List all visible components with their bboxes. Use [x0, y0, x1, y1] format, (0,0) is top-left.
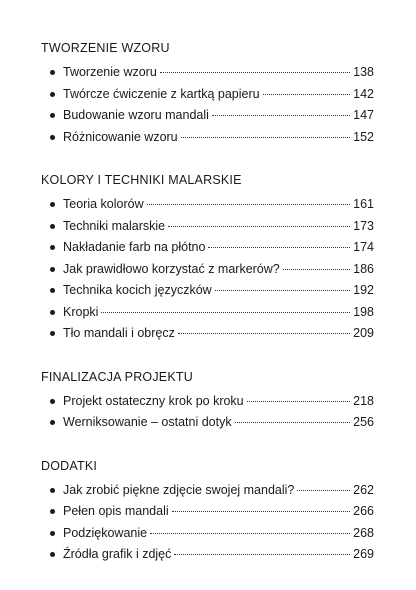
page-number: 186	[353, 261, 374, 276]
page-number: 266	[353, 504, 374, 518]
dot-leader	[247, 401, 351, 402]
bullet-icon	[50, 92, 55, 97]
bullet-icon	[50, 267, 55, 272]
entry-list	[41, 194, 374, 345]
entry-list	[41, 480, 374, 566]
entry-title: Podziękowanie	[63, 525, 148, 540]
bullet-icon	[50, 288, 55, 293]
dot-leader	[178, 333, 350, 334]
bullet-icon	[50, 420, 55, 425]
toc-entry[interactable]	[41, 302, 374, 324]
toc-entry[interactable]	[41, 62, 374, 84]
toc-entry[interactable]	[41, 237, 374, 259]
toc-entry[interactable]	[41, 412, 374, 434]
table-of-contents	[41, 40, 374, 590]
entry-title: Twórcze ćwiczenie z kartką papieru	[63, 86, 260, 101]
bullet-icon	[50, 552, 55, 557]
toc-entry[interactable]	[41, 501, 374, 523]
toc-entry[interactable]	[41, 84, 374, 106]
page-number: 268	[353, 525, 374, 540]
bullet-icon	[50, 135, 55, 140]
bullet-icon	[50, 399, 55, 404]
entry-title: Źródła grafik i zdjęć	[63, 547, 172, 561]
dot-leader	[212, 115, 350, 116]
bullet-icon	[50, 331, 55, 336]
entry-title: Werniksowanie – ostatni dotyk	[63, 415, 232, 429]
bullet-icon	[50, 509, 55, 514]
toc-entry[interactable]	[41, 105, 374, 127]
dot-leader	[168, 226, 350, 227]
toc-entry[interactable]	[41, 259, 374, 281]
bullet-icon	[50, 202, 55, 207]
page-number: 218	[353, 393, 374, 408]
dot-leader	[172, 511, 351, 512]
section-title: TWORZENIE WZORU	[41, 41, 170, 55]
toc-entry[interactable]	[41, 127, 374, 149]
toc-entry[interactable]	[41, 391, 374, 413]
page-number: 147	[353, 108, 374, 122]
dot-leader	[297, 490, 350, 491]
toc-entry[interactable]	[41, 480, 374, 502]
entry-title: Kropki	[63, 304, 99, 319]
page-number: 262	[353, 482, 374, 497]
page-number: 269	[353, 547, 374, 561]
dot-leader	[147, 204, 351, 205]
toc-entry[interactable]	[41, 323, 374, 345]
entry-title: Jak prawidłowo korzystać z markerów?	[63, 261, 280, 276]
entry-title: Pełen opis mandali	[63, 504, 169, 518]
page-number: 142	[353, 86, 374, 101]
entry-list	[41, 62, 374, 148]
page-number: 192	[353, 283, 374, 297]
page-number: 174	[353, 240, 374, 254]
entry-title: Różnicowanie wzoru	[63, 129, 178, 144]
dot-leader	[283, 269, 350, 270]
bullet-icon	[50, 70, 55, 75]
bullet-icon	[50, 488, 55, 493]
entry-title: Jak zrobić piękne zdjęcie swojej mandali?	[63, 482, 295, 497]
entry-title: Budowanie wzoru mandali	[63, 108, 209, 122]
dot-leader	[160, 72, 350, 73]
page-number: 138	[353, 65, 374, 79]
dot-leader	[263, 94, 351, 95]
entry-list	[41, 391, 374, 434]
toc-entry[interactable]	[41, 216, 374, 238]
toc-section	[41, 458, 374, 566]
bullet-icon	[50, 310, 55, 315]
toc-entry[interactable]	[41, 544, 374, 566]
toc-section	[41, 40, 374, 148]
bullet-icon	[50, 113, 55, 118]
bullet-icon	[50, 531, 55, 536]
toc-entry[interactable]	[41, 194, 374, 216]
entry-title: Tło mandali i obręcz	[63, 326, 175, 340]
dot-leader	[150, 533, 350, 534]
bullet-icon	[50, 245, 55, 250]
entry-title: Projekt ostateczny krok po kroku	[63, 393, 244, 408]
page-number: 209	[353, 326, 374, 340]
page-number: 152	[353, 129, 374, 144]
toc-entry[interactable]	[41, 280, 374, 302]
section-title: FINALIZACJA PROJEKTU	[41, 369, 193, 384]
page-number: 173	[353, 218, 374, 233]
dot-leader	[101, 312, 350, 313]
entry-title: Tworzenie wzoru	[63, 65, 157, 79]
bullet-icon	[50, 224, 55, 229]
page-number: 198	[353, 304, 374, 319]
dot-leader	[181, 137, 351, 138]
toc-entry[interactable]	[41, 523, 374, 545]
page-number: 161	[353, 197, 374, 211]
entry-title: Technika kocich języczków	[63, 283, 212, 297]
dot-leader	[235, 422, 351, 423]
toc-section	[41, 369, 374, 434]
section-title: DODATKI	[41, 458, 98, 473]
entry-title: Nakładanie farb na płótno	[63, 240, 206, 254]
section-title: KOLORY I TECHNIKI MALARSKIE	[41, 173, 242, 187]
dot-leader	[215, 290, 350, 291]
dot-leader	[174, 554, 350, 555]
entry-title: Techniki malarskie	[63, 218, 166, 233]
page-number: 256	[353, 415, 374, 429]
dot-leader	[208, 247, 350, 248]
entry-title: Teoria kolorów	[63, 197, 144, 211]
toc-section	[41, 172, 374, 345]
